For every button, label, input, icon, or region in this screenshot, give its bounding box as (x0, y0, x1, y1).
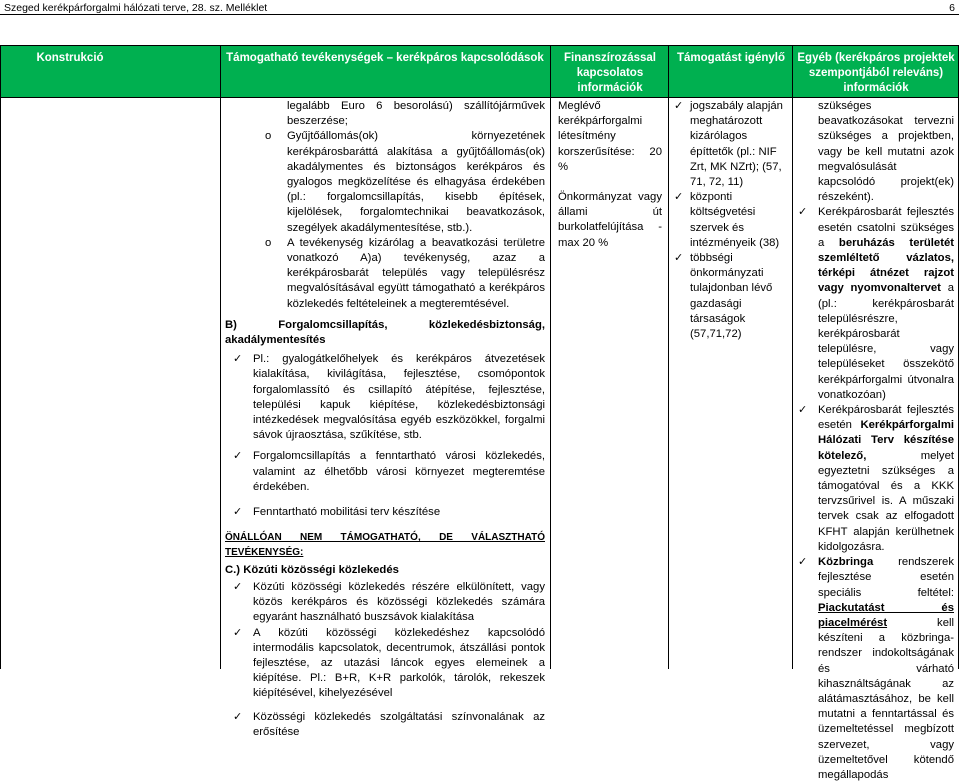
table-top-border (0, 45, 959, 46)
page-number: 6 (949, 2, 955, 14)
activities-cell (225, 99, 545, 740)
activity-item: Pl.: gyalogátkelőhelyek és kerékpáros átvezetések kialakítása, kivilágítása, fejlesztése, csomópontok forgalomlassító és csillapító átépítése, fejlesztése, települési kapuk kiépítése, közlekedésbiztonsági intézkedések megvalósítása egyéb eszközökkel, forgalmi sávok újraosztása, szűkítése, stb. (253, 353, 545, 442)
section-heading-c: C.) Közúti közösségi közlekedés (225, 563, 399, 576)
finance-info: Meglévő kerékpárforgalmi létesítmény korszerűsítése: 20 % (558, 100, 662, 173)
applicant-item: jogszabály alapján meghatározott kizárólagos építtetők (pl.: NIF Zrt, MK NZrt); (57, 71, 72, 11) (690, 100, 783, 189)
activity-item: Forgalomcsillapítás a fenntartható városi közlekedés, valamint az élhetőbb városi környezet megteremtése érdekében. (253, 450, 545, 493)
other-info-item: Kerékpárosbarát fejlesztés esetén Kerékpárforgalmi Hálózati Terv készítése kötelező, melyet egyeztetni szükséges a támogatóval és a KKK tervzsűrivel is. A műszaki tervek csak az elfogadott KFHT alapján kerülhetnek kidolgozásra. (818, 404, 954, 553)
column-divider (668, 45, 669, 669)
checkmark-icon: ✓ (233, 710, 243, 723)
other-info-item: Közbringa rendszerek fejlesztése esetén speciális feltétel: Piackutatást és piacelmérést kell készíteni a közbringa-rendszer indokoltságának és várható kihasználtságának az alátámasztásához, be kell mutatni a fenntartással és üzemeltetéssel megbízott szervezet, vagy üzemeltetővel kötendő megállapodás (818, 556, 954, 781)
activity-item: Közúti közösségi közlekedés részére elkülönített, vagy közös kerékpáros és közösségi közlekedés számára egyaránt használható buszsávok kialakítása (253, 580, 545, 624)
activity-item: Fenntartható mobilitási terv készítése (253, 506, 441, 519)
column-divider (220, 45, 221, 669)
checkmark-icon: ✓ (233, 450, 243, 463)
activity-item: A tevékenység kizárólag a beavatkozási területre vonatkozó A)a) tevékenység, azaz a kerékpárosbarát település vagy településrész megvalósításával együtt támogatható a kerékpáros közlekedés feltételeinek a megteremtésével. (287, 236, 545, 310)
activity-continuation: legalább Euro 6 besorolású) szállítójárművek beszerzése; (287, 100, 545, 128)
page-header (0, 0, 959, 18)
column-header-other: Egyéb (kerékpáros projektek szempontjából releváns) információk (797, 52, 955, 94)
column-header-activities: Támogatható tevékenységek – kerékpáros kapcsolódások (226, 52, 544, 64)
document-title: Szeged kerékpárforgalmi hálózati terve, 28. sz. Melléklet (4, 2, 268, 14)
checkmark-icon: ✓ (233, 506, 243, 519)
column-divider (792, 45, 793, 669)
checkmark-icon: ✓ (674, 191, 684, 204)
finance-cell (558, 99, 662, 251)
support-table (0, 45, 959, 781)
other-info-continuation: szükséges beavatkozásokat tervezni szükséges a projektben, vagy be kell mutatni azok megvalósulását kapcsolódó projekt(ek) részeként). (818, 100, 954, 204)
table-header-row (0, 45, 959, 97)
circle-bullet-icon: o (265, 236, 272, 249)
header-bottom-border (0, 97, 959, 98)
checkmark-icon: ✓ (233, 580, 243, 593)
checkmark-icon: ✓ (798, 556, 808, 569)
table-left-border (0, 45, 1, 669)
checkmark-icon: ✓ (798, 206, 808, 219)
checkmark-icon: ✓ (233, 626, 243, 639)
checkmark-icon: ✓ (674, 252, 684, 265)
column-header-applicant: Támogatást igénylő (677, 52, 785, 64)
column-header-construction: Konstrukció (36, 52, 104, 64)
column-divider (550, 45, 551, 669)
applicant-item: központi költségvetési szervek és intézményeik (38) (690, 191, 780, 249)
checkmark-icon: ✓ (674, 100, 684, 112)
finance-info: Önkormányzat vagy állami út burkolatfelújítása - max 20 % (558, 191, 662, 249)
checkmark-icon: ✓ (798, 404, 808, 417)
independent-activity-note: ÖNÁLLÓAN NEM TÁMOGATHATÓ, DE VÁLASZTHATÓ TEVÉKENYSÉG: (225, 532, 545, 559)
activity-item: A közúti közösségi közlekedéshez kapcsolódó intermodális kapcsolatok, decentrumok, átszállási pontok fejlesztése, az utazási láncok egyes elemeinek a kiépítése. Pl.: B+R, K+R parkolók, tárolók, rekeszek kiépítésével, kihelyezésével (253, 626, 545, 700)
header-rule (0, 14, 959, 15)
other-info-item: Kerékpárosbarát fejlesztés esetén csatolni szükséges a beruházás területét szemléltető vázlatos, térképi átnézet rajzot vagy nyomvonaltervet a (pl.: kerékpárosbarát településrészre, kerékpárosbarát településre, vagy településeket összekötő kerékpárforgalmi útvonalra vonatkozóan) (818, 206, 955, 401)
activity-item: Gyűjtőállomás(ok) környezetének kerékpárosbaráttá alakítása a gyűjtőállomás(ok) akadálymentes és biztonságos kerékpáros és gyalogos megközelítése és elhagyása érdekében (pl.: forgalomcsillapítás, kisebb építések, kijelölések, forgalomtechnikai beavatkozások, szegélyek akadálymentesítése, stb.). (287, 130, 545, 234)
column-header-finance: Finanszírozással kapcsolatos információk (563, 52, 657, 94)
section-heading-b: B) Forgalomcsillapítás, közlekedésbiztonság, akadálymentesítés (225, 318, 545, 347)
activity-item: Közösségi közlekedés szolgáltatási színvonalának az erősítése (253, 710, 545, 738)
circle-bullet-icon: o (265, 130, 272, 143)
checkmark-icon: ✓ (233, 353, 243, 366)
other-info-cell (796, 99, 954, 783)
applicant-item: többségi önkormányzati tulajdonban lévő gazdasági társaságok (57,71,72) (690, 252, 773, 341)
applicant-cell (672, 99, 790, 342)
